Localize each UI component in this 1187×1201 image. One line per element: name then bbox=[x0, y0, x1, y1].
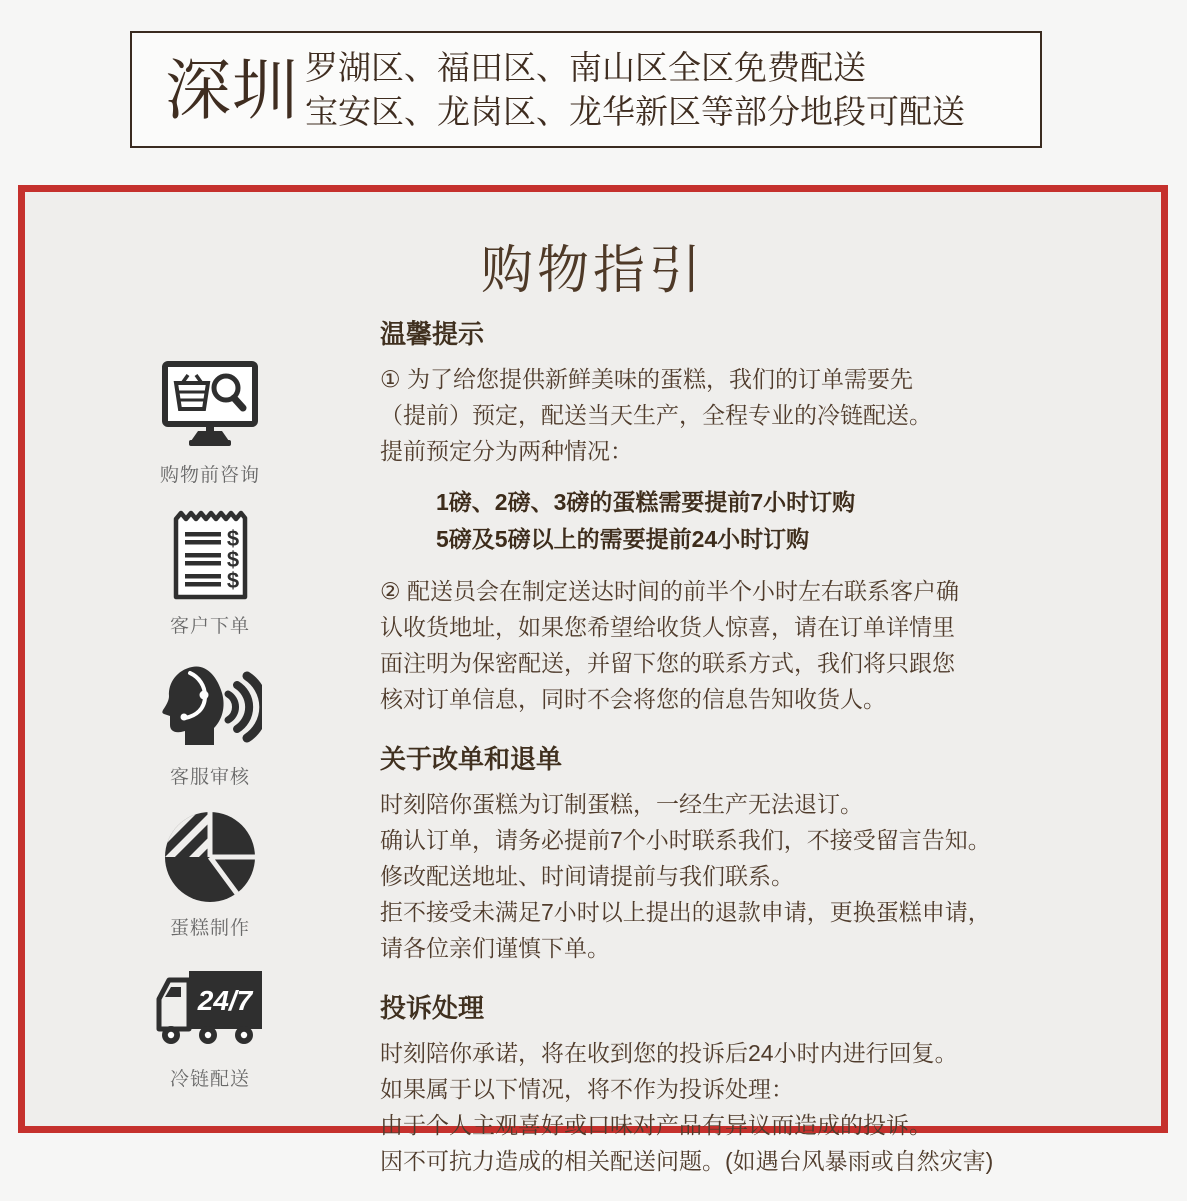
monitor-search-icon bbox=[162, 352, 258, 456]
shopping-guide-panel bbox=[18, 185, 1168, 1174]
dollar-sign: $ bbox=[226, 526, 240, 551]
text-line: 如果属于以下情况，将不作为投诉处理： bbox=[380, 1076, 794, 1102]
paragraph bbox=[380, 1035, 1052, 1179]
text-line: ① 为了给您提供新鲜美味的蛋糕，我们的订单需要先 bbox=[380, 366, 914, 392]
dollar-sign: $ bbox=[226, 568, 240, 593]
text-line: 因不可抗力造成的相关配送问题。(如遇台风暴雨或自然灾害) bbox=[380, 1148, 994, 1174]
process-steps bbox=[112, 352, 308, 1107]
section-heading: 关于改单和退单 bbox=[380, 744, 563, 774]
text-line: 由于个人主观喜好或口味对产品有异议而造成的投诉。 bbox=[380, 1112, 932, 1138]
paragraph bbox=[380, 361, 1052, 469]
dollar-sign: $ bbox=[226, 547, 240, 572]
text-line: 时刻陪你蛋糕为订制蛋糕，一经生产无法退订。 bbox=[380, 791, 863, 817]
section-heading: 投诉处理 bbox=[380, 993, 485, 1023]
step-label: 购物前咨询 bbox=[159, 465, 260, 486]
delivery-area-banner bbox=[130, 31, 1042, 148]
text-line: 提前预定分为两种情况： bbox=[380, 438, 633, 464]
delivery-area-lines bbox=[305, 46, 965, 133]
cake-pie-icon bbox=[162, 805, 258, 909]
text-line: 1磅、2磅、3磅的蛋糕需要提前7小时订购 bbox=[436, 489, 856, 515]
order-list-icon bbox=[171, 503, 249, 607]
paragraph bbox=[380, 573, 1052, 717]
page-title: 购物指引 bbox=[480, 242, 705, 300]
step-label: 蛋糕制作 bbox=[169, 918, 250, 939]
text-line: 修改配送地址、时间请提前与我们联系。 bbox=[380, 863, 794, 889]
text-line: 确认订单，请务必提前7个小时联系我们，不接受留言告知。 bbox=[380, 827, 991, 853]
text-line: 请各位亲们谨慎下单。 bbox=[380, 935, 610, 961]
step-cake-making bbox=[112, 805, 308, 956]
text-line: 时刻陪你承诺，将在收到您的投诉后24小时内进行回复。 bbox=[380, 1040, 958, 1066]
step-service-review bbox=[112, 654, 308, 805]
truck-badge-text: 24/7 bbox=[197, 985, 253, 1016]
text-line: 核对订单信息，同时不会将您的信息告知收货人。 bbox=[380, 686, 886, 712]
text-line: ② 配送员会在制定送达时间的前半个小时左右联系客户确 bbox=[380, 578, 960, 604]
text-line: 5磅及5磅以上的需要提前24小时订购 bbox=[436, 526, 810, 552]
section-complaints bbox=[380, 988, 1052, 1179]
section-warm-tips bbox=[380, 314, 1052, 717]
step-pre-purchase bbox=[112, 352, 308, 503]
text-line: （提前）预定，配送当天生产，全程专业的冷链配送。 bbox=[380, 402, 932, 428]
section-change-refund bbox=[380, 739, 1052, 966]
step-label: 客服审核 bbox=[169, 767, 250, 788]
text-line: 拒不接受未满足7小时以上提出的退款申请，更换蛋糕申请， bbox=[380, 899, 991, 925]
paragraph-emphasis bbox=[380, 484, 1052, 558]
city-name: 深圳 bbox=[165, 52, 299, 127]
guide-text bbox=[380, 314, 1052, 1201]
step-label: 客户下单 bbox=[169, 616, 250, 637]
section-heading: 温馨提示 bbox=[380, 319, 485, 349]
step-cold-delivery bbox=[112, 956, 308, 1107]
free-delivery-line: 罗湖区、福田区、南山区全区免费配送 bbox=[305, 48, 866, 86]
text-line: 面注明为保密配送，并留下您的联系方式，我们将只跟您 bbox=[380, 650, 955, 676]
headset-support-icon bbox=[158, 654, 262, 758]
text-line: 认收货地址，如果您希望给收货人惊喜，请在订单详情里 bbox=[380, 614, 955, 640]
paragraph bbox=[380, 786, 1052, 966]
step-label: 冷链配送 bbox=[169, 1069, 250, 1090]
step-place-order bbox=[112, 503, 308, 654]
delivery-truck-icon bbox=[152, 956, 268, 1060]
partial-delivery-line: 宝安区、龙岗区、龙华新区等部分地段可配送 bbox=[305, 92, 965, 130]
